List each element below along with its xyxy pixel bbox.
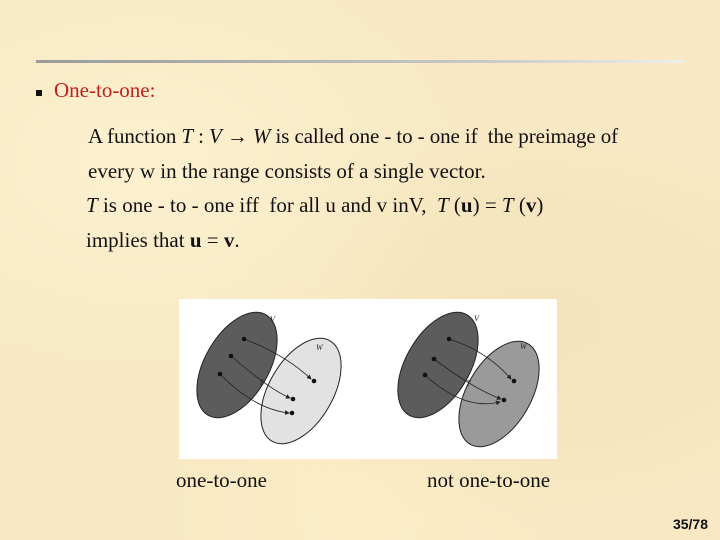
- map-label: T: [466, 379, 471, 388]
- title-divider: [36, 60, 684, 63]
- page-number: 35/78: [672, 516, 708, 532]
- domain-label: V: [270, 315, 275, 324]
- mapping-figure: [179, 299, 557, 459]
- image-point: [291, 397, 296, 402]
- domain-point: [218, 372, 223, 377]
- definition-line-2: every w in the range consists of a single vector.: [88, 159, 486, 183]
- caption-one-to-one: one-to-one: [176, 468, 267, 492]
- codomain-label: W: [520, 342, 527, 351]
- domain-point: [423, 373, 428, 378]
- section-heading: One-to-one:: [54, 78, 156, 102]
- domain-label: V: [474, 314, 479, 323]
- codomain-label: W: [316, 343, 323, 352]
- definition-line-3: T is one - to - one iff for all u and v inV, T (u) = T (v): [86, 193, 544, 217]
- image-point: [312, 379, 317, 384]
- domain-point: [242, 337, 247, 342]
- definition-line-1: A function T : V → W is called one - to - one if the preimage of: [88, 124, 619, 148]
- image-point: [512, 379, 517, 384]
- domain-point: [432, 357, 437, 362]
- map-label: T: [259, 378, 264, 387]
- domain-point: [229, 354, 234, 359]
- image-point: [290, 411, 295, 416]
- definition-line-4: implies that u = v.: [86, 228, 240, 252]
- not-one-to-one-diagram: [381, 299, 555, 459]
- domain-point: [447, 337, 452, 342]
- mapping-diagram: [179, 299, 557, 459]
- one-to-one-diagram: [180, 299, 357, 457]
- bullet-square-icon: [36, 90, 42, 96]
- caption-not-one-to-one: not one-to-one: [427, 468, 551, 492]
- image-point: [502, 398, 507, 403]
